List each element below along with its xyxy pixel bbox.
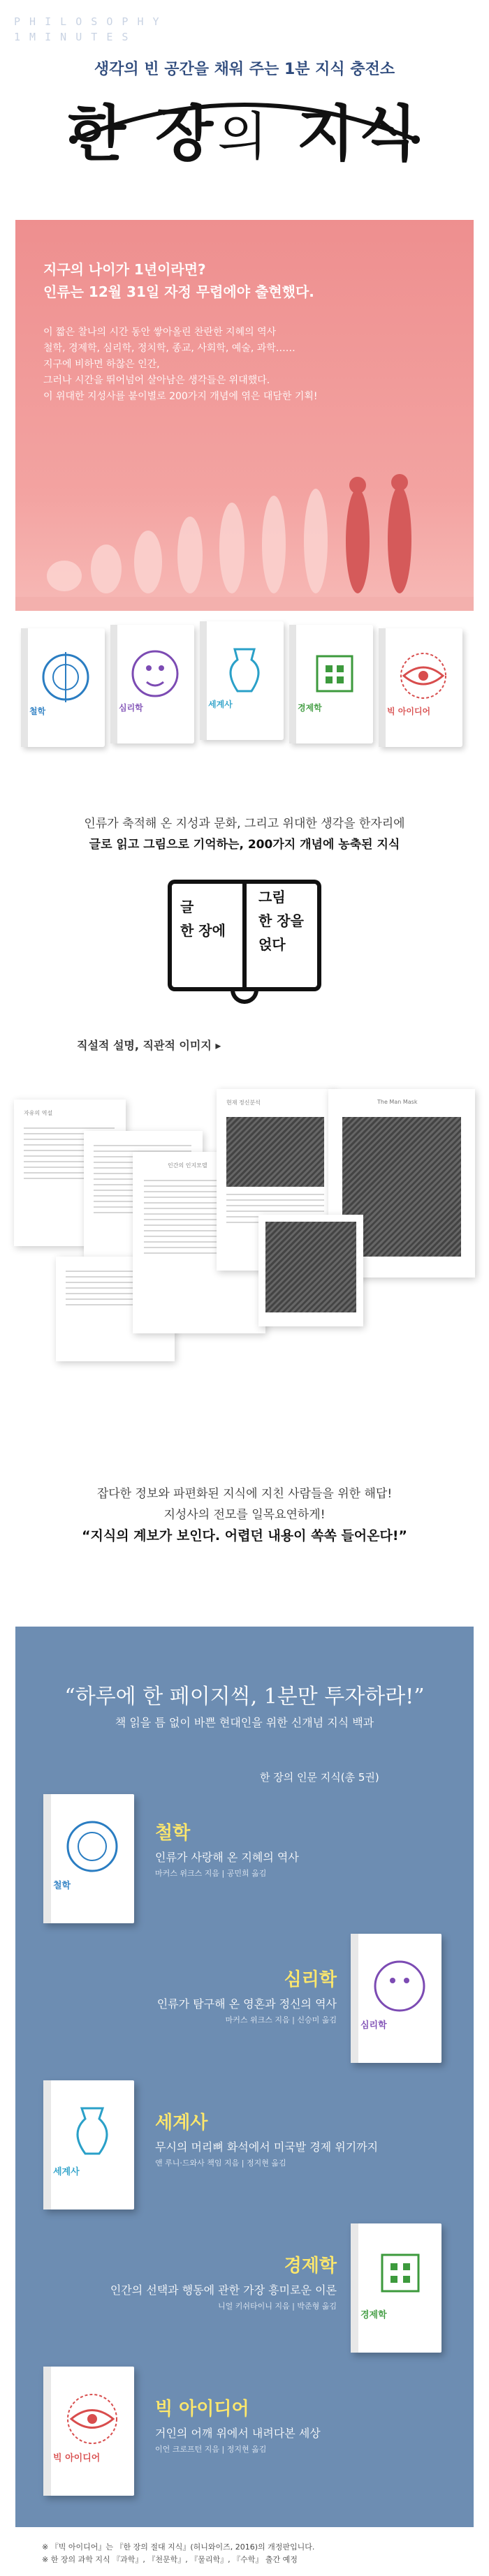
entry-author: 이언 크로프턴 지음 | 정지현 옮김 (155, 2445, 267, 2454)
main-title (0, 85, 489, 172)
open-book-word: 한 장에 (180, 922, 226, 939)
building-icon (351, 2223, 441, 2353)
book-title: 철학 (53, 1881, 71, 1891)
series-entry-psychology (43, 1965, 337, 2025)
deco-letters (14, 14, 405, 45)
open-book-word: 얹다 (258, 936, 286, 953)
intro2-line: 지성사의 전모를 일목요연하게! (163, 1508, 326, 1522)
open-book-word: 글 (180, 898, 194, 915)
book-title: 세계사 (208, 699, 233, 709)
series-book-psychology (351, 1934, 441, 2063)
body-line: 지구에 비하면 하찮은 인간, (43, 359, 160, 370)
body-line: 이 짧은 찰나의 시간 동안 쌓아올린 찬란한 지혜의 역사 (43, 327, 277, 338)
samples-heading: 직설적 설명, 직관적 이미지 ▸ (77, 1039, 221, 1052)
book-title: 빅 아이디어 (387, 706, 431, 716)
footnotes (42, 2541, 314, 2566)
open-book-right-text (258, 885, 304, 956)
header (0, 0, 489, 209)
intro2-line: 잡다한 정보와 파편화된 지식에 지친 사람들을 위한 해답! (96, 1487, 393, 1501)
series-subtitle: 책 읽을 틈 없이 바쁜 현대인을 위한 신개념 지식 백과 (115, 1716, 374, 1729)
face-icon (351, 1934, 441, 2063)
entry-desc: 인류가 사랑해 온 지혜의 역사 (155, 1851, 299, 1864)
building-icon (289, 625, 373, 743)
series-book-big-ideas (43, 2367, 134, 2496)
series-book-economics (351, 2223, 441, 2353)
book-cover-economics (289, 625, 373, 743)
sample-photo (226, 1117, 324, 1187)
entry-name: 경제학 (284, 2256, 337, 2277)
entry-name: 빅 아이디어 (155, 2399, 249, 2420)
question-line: 인류는 12월 31일 자정 무렵에야 출현했다. (43, 283, 314, 300)
title-part: 한 장 (68, 99, 218, 169)
footnote: ※ 『빅 아이디어』는 『한 장의 절대 지식』(허니와이즈, 2016)의 개정판입니다. (42, 2542, 315, 2552)
sample-page (258, 1215, 363, 1326)
series-entry-world-history (155, 2108, 378, 2168)
entry-author: 니얼 키쉬타이니 지음 | 박준형 옮김 (218, 2302, 337, 2311)
book-title: 빅 아이디어 (53, 2453, 101, 2464)
body-line: 그러나 시간을 뛰어넘어 살아남은 생각들은 위대했다. (43, 375, 270, 386)
intro-panel (15, 220, 474, 611)
summary (0, 813, 489, 855)
title-part: 지식 (296, 99, 421, 169)
sample-page-title: 인간의 인지모델 (168, 1162, 207, 1169)
entry-desc: 인간의 선택과 행동에 관한 가장 흥미로운 이론 (110, 2283, 337, 2297)
entry-author: 앤 루니·드와사 책임 지음 | 정지현 옮김 (155, 2159, 286, 2168)
open-book-word: 그림 (258, 889, 286, 905)
sample-photo (265, 1222, 356, 1312)
intro2-highlight: “지식의 계보가 보인다. 어렵던 내용이 쏙쏙 들어온다!” (82, 1528, 407, 1544)
open-book-word: 한 장을 (258, 912, 304, 929)
series-entry-big-ideas (155, 2394, 321, 2455)
intro-body (43, 325, 318, 405)
sample-page-title: The Man Mask (377, 1099, 418, 1105)
entry-author: 마커스 위크스 지음 | 신승미 옮김 (225, 2015, 337, 2024)
entry-desc: 인류가 탐구해 온 영혼과 정신의 역사 (156, 1997, 337, 2011)
face-icon (110, 625, 194, 743)
entry-name: 심리학 (284, 1969, 337, 1990)
open-book-graphic (168, 880, 321, 1012)
compass-icon (43, 1794, 134, 1923)
eye-icon (379, 628, 462, 747)
entry-name: 철학 (155, 1823, 191, 1844)
entry-desc: 무시의 머리뼈 화석에서 미국발 경제 위기까지 (155, 2140, 379, 2154)
open-book-left-text (180, 895, 226, 942)
book-title: 세계사 (53, 2167, 80, 2177)
book-cover-world-history (200, 621, 284, 740)
sample-page-title: 자유의 역설 (24, 1110, 53, 1116)
entry-desc: 거인의 어깨 위에서 내려다본 세상 (155, 2427, 321, 2440)
compass-icon (21, 628, 105, 747)
vase-icon (43, 2080, 134, 2209)
sample-page-title: 현재 정신분석 (226, 1100, 261, 1106)
series-book-world-history (43, 2080, 134, 2209)
book-cover-philosophy (21, 628, 105, 747)
intro-secondary (0, 1483, 489, 1546)
summary-line-bold: 글로 읽고 그림으로 기억하는, 200가지 개념에 농축된 지식 (89, 838, 400, 852)
vase-icon (200, 621, 284, 740)
book-title: 경제학 (298, 703, 322, 713)
series-entry-philosophy (155, 1819, 299, 1879)
series-panel (15, 1627, 474, 2527)
series-book-philosophy (43, 1794, 134, 1923)
footnote: ※ 한 장의 과학 지식 『과학』, 『천문학』, 『물리학』, 『수학』 출간 예정 (42, 2555, 298, 2564)
body-line: 이 위대한 지성사를 붙이별로 200가지 개념에 엮은 대담한 기획! (43, 391, 318, 402)
book-title: 심리학 (119, 703, 143, 713)
question-line: 지구의 나이가 1년이라면? (43, 261, 206, 278)
book-title: 심리학 (360, 2020, 387, 2031)
book-cover-psychology (110, 625, 194, 743)
intro-question (43, 258, 314, 303)
body-line: 철학, 경제학, 심리학, 정치학, 종교, 사회학, 예술, 과학…… (43, 343, 295, 354)
book-title: 철학 (29, 706, 46, 716)
open-book-notch (231, 987, 258, 1004)
book-title: 경제학 (360, 2310, 387, 2320)
series-quote: “하루에 한 페이지씩, 1분만 투자하라!” (64, 1685, 425, 1709)
deco-line: P H I L O S O P H Y (14, 15, 161, 28)
eye-icon (43, 2367, 134, 2496)
entry-name: 세계사 (155, 2112, 208, 2133)
series-entry-economics (43, 2251, 337, 2311)
book-cover-big-ideas (379, 628, 462, 747)
evolution-silhouette-illustration (15, 436, 474, 611)
series-label: 한 장의 인문 지식(총 5권) (260, 1771, 379, 1784)
title-particle: 의 (217, 107, 272, 167)
summary-line: 인류가 축적해 온 지성과 문화, 그리고 위대한 생각을 한자리에 (84, 817, 405, 831)
book-row (21, 621, 468, 775)
entry-author: 마커스 위크스 지음 | 공민희 옮김 (155, 1869, 267, 1878)
deco-line: 1 M I N U T E S (14, 31, 130, 43)
tagline: 생각의 빈 공간을 채워 주는 1분 지식 충전소 (94, 61, 395, 78)
